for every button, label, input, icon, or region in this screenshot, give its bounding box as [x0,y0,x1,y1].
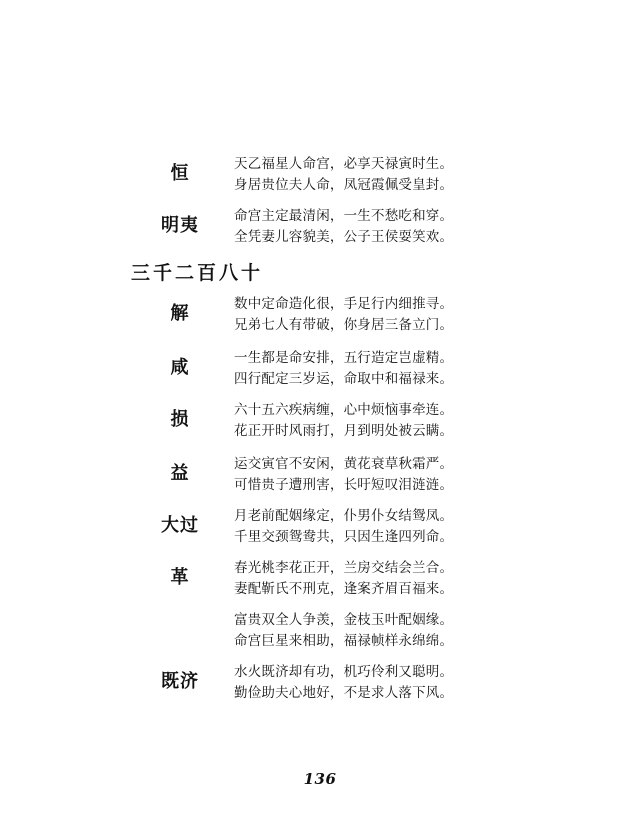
hexagram-name: 既济 [161,671,199,692]
entry-mingyi [0,206,640,250]
verse-line: 富贵双全人争羡，金枝玉叶配姻缘。 [234,612,454,628]
entry-xian [0,348,640,392]
verse-line: 可惜贵子遭刑害，长吁短叹泪涟涟。 [234,477,454,493]
hexagram-name: 明夷 [161,215,199,236]
entry-daguo [0,506,640,550]
verse-line: 数中定命造化很，手足行内细推寻。 [234,296,454,312]
entry-sun [0,400,640,444]
verse-line: 月老前配姻缘定，仆男仆女结鸳凤。 [234,508,454,524]
hexagram-name: 解 [170,303,190,324]
section-heading: 三千二百八十 [131,262,264,284]
entry-unnamed [0,610,640,654]
verse-line: 运交寅官不安闲，黄花衰草秋霜严。 [234,456,454,472]
verse-line: 一生都是命安排，五行造定岂虚精。 [234,350,454,366]
verse-line: 命宫主定最清闲，一生不愁吃和穿。 [234,208,454,224]
verse-line: 四行配定三岁运，命取中和福禄来。 [234,371,454,387]
hexagram-name: 损 [170,409,190,430]
page-number: 136 [303,770,337,788]
verse-line: 全凭妻儿容貌美，公子王侯耍笑欢。 [234,229,454,245]
verse-line: 水火既济却有功，机巧伶利又聪明。 [234,664,454,680]
entry-jiji [0,662,640,706]
verse-line: 春光桃李花正开，兰房交结会兰合。 [234,560,454,576]
entry-xie [0,294,640,338]
verse-line: 勤俭助夫心地好，不是求人落下风。 [234,685,454,701]
entry-ge [0,558,640,602]
verse-line: 命宫巨星来相助，福禄帧样永绵绵。 [234,633,454,649]
hexagram-name: 大过 [161,515,199,536]
verse-line: 千里交颈鸳鸯共，只因生逢四列命。 [234,529,454,545]
entry-heng [0,154,640,198]
hexagram-name: 咸 [170,357,190,378]
verse-line: 兄弟七人有带破，你身居三备立门。 [234,317,454,333]
verse-line: 妻配靳氏不刑克，逢案齐眉百福来。 [234,581,454,597]
verse-line: 花正开时风雨打，月到明处被云瞒。 [234,423,454,439]
hexagram-name: 益 [170,463,190,484]
verse-line: 六十五六疾病缠，心中烦恼事牵连。 [234,402,454,418]
verse-line: 天乙福星人命宫，必享天禄寅时生。 [234,156,454,172]
verse-line: 身居贵位夫人命，凤冠霞佩受皇封。 [234,177,454,193]
entry-yi [0,454,640,498]
hexagram-name: 革 [170,567,190,588]
hexagram-name: 恒 [170,163,190,184]
